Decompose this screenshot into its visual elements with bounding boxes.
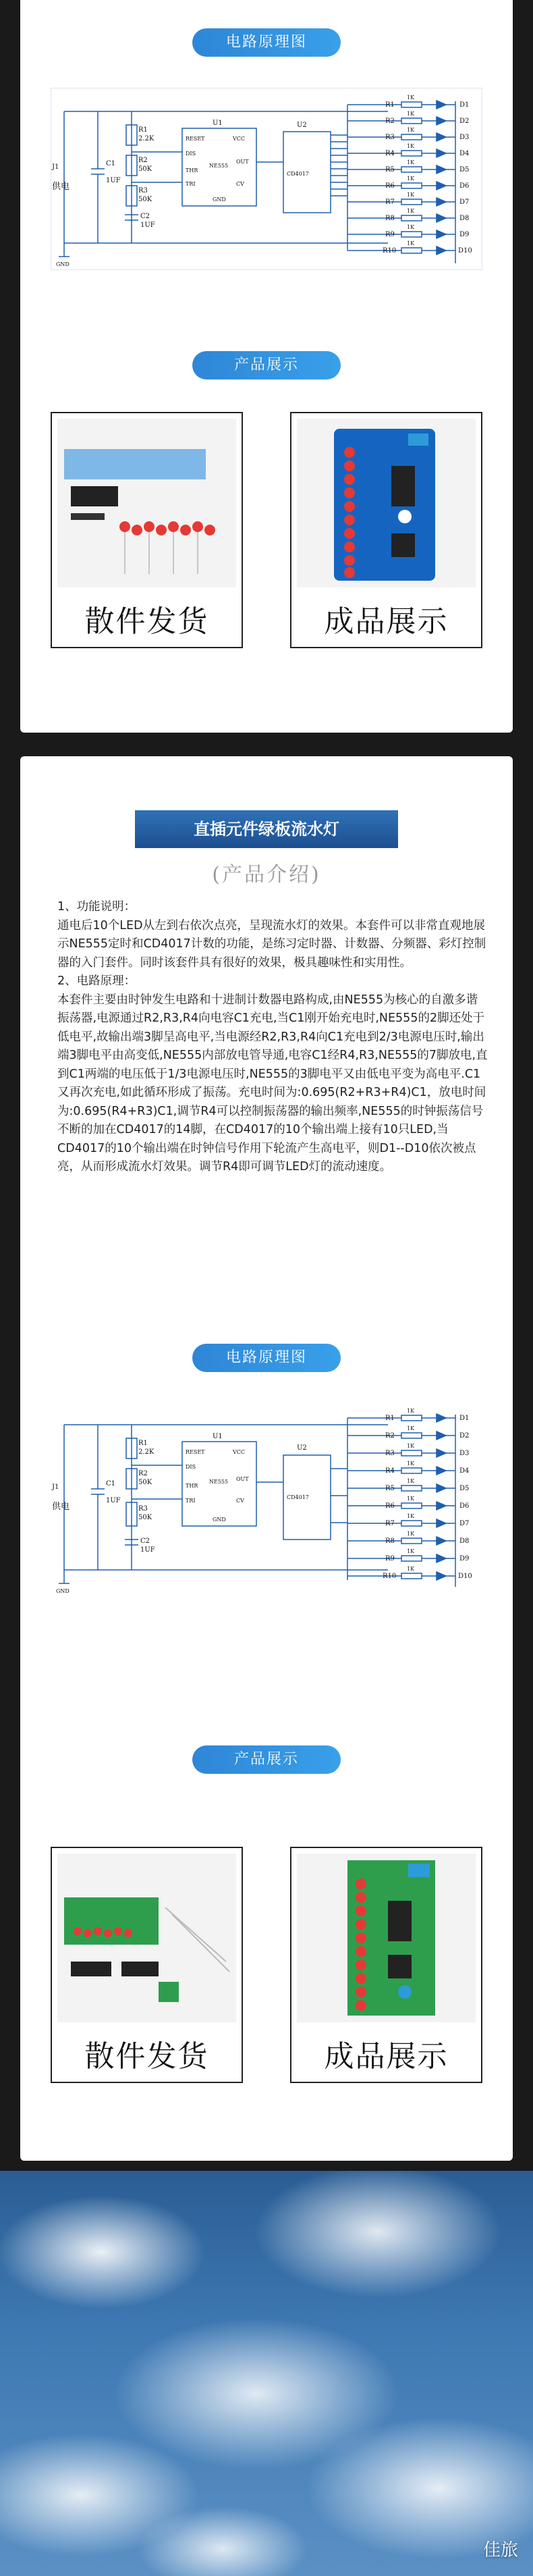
schem2-u1-pin: DIS bbox=[186, 1464, 196, 1470]
schem-led-label: D1 bbox=[459, 101, 470, 109]
schem2-res-value: 1K bbox=[407, 1408, 415, 1414]
schem-res-value: 1K bbox=[407, 224, 415, 230]
schem2-u1-pin: THR bbox=[186, 1483, 198, 1489]
schem-res-value: 1K bbox=[407, 240, 415, 246]
schem2-led-label: D1 bbox=[459, 1415, 470, 1422]
schem-led-label: D3 bbox=[459, 134, 470, 141]
schem2-gnd: GND bbox=[56, 1588, 69, 1594]
schem-res-value: 1K bbox=[407, 127, 415, 133]
schem2-supply-label: 供电 bbox=[52, 1502, 70, 1512]
schem-u1-pin: DIS bbox=[186, 151, 196, 157]
finished-label-2: 成品展示 bbox=[324, 2039, 449, 2074]
schem-c2-value: 1UF bbox=[140, 221, 155, 229]
schem2-r2: R2 bbox=[138, 1470, 148, 1477]
finished-label: 成品展示 bbox=[324, 604, 449, 639]
schem2-r1-value: 2.2K bbox=[138, 1448, 155, 1456]
schem-res-label: R6 bbox=[385, 182, 395, 190]
schem-u2-part: CD4017 bbox=[287, 171, 309, 177]
schem2-c2-value: 1UF bbox=[140, 1546, 155, 1554]
schem-supply-label: 供电 bbox=[52, 182, 70, 192]
schem2-res-value: 1K bbox=[407, 1566, 415, 1572]
finished-board-photo-2 bbox=[297, 1854, 476, 2022]
intro-paragraph: 本套件主要由时钟发生电路和十进制计数器电路构成,由NE555为核心的自激多谐振荡器,电源通过R2,R3,R4向电容C1充电,当C1刚开始充电时,NE555的2脚还处于低电平,故输出端3脚呈高电平,当电源经R2,R3,R4向C1充电到2/3电源电压时,输出端3脚电平由高变低,NE555内部放电管导通,电容C1经R4,R3,NE555的7脚放电,直到C1两端的电压低于1/3电源电压时,NE555的3脚电平又由低电平变为高电平.C1又再次充电,如此循环形成了振荡。充电时间为:0.695(R2+R3+R4)C1，放电时间为:0.695(R4+R3)C1,调节R4可以控制振荡器的输出频率,NE555的时钟振荡信号不断的加在CD4017的14脚，在CD4017的10个输出端上接有10只LED,当CD4017的10个输出端在时钟信号作用下轮流产生高电平，则D1--D10依次被点亮，从而形成流水灯效果。调节R4即可调节LED灯的流动速度。 bbox=[57, 993, 488, 1174]
schem-res-value: 1K bbox=[407, 176, 415, 182]
schem2-u1: U1 bbox=[213, 1433, 223, 1440]
schem-led-label: D7 bbox=[459, 199, 470, 206]
schem-res-value: 1K bbox=[407, 159, 415, 165]
schem-led-label: D8 bbox=[459, 215, 470, 222]
schematic-title-pill: 电路原理图 bbox=[192, 28, 341, 57]
watermark: 佳旅 bbox=[482, 2540, 518, 2560]
schem-res-label: R5 bbox=[385, 166, 395, 174]
schem-u1-pin: RESET bbox=[186, 136, 205, 142]
schem2-u2-part: CD4017 bbox=[287, 1494, 309, 1500]
product-card-finished-2 bbox=[290, 1847, 482, 2083]
product-card-loose-parts bbox=[51, 412, 243, 648]
schem2-r1: R1 bbox=[138, 1440, 148, 1447]
schem-c1-value: 1UF bbox=[106, 177, 121, 184]
schem-res-value: 1K bbox=[407, 111, 415, 117]
circuit-schematic bbox=[51, 88, 482, 270]
schem2-r3: R3 bbox=[138, 1505, 148, 1513]
schem2-led-label: D8 bbox=[459, 1537, 470, 1545]
schem2-res-label: R5 bbox=[385, 1485, 395, 1492]
schem-r2-value: 50K bbox=[138, 165, 152, 173]
intro-banner: 直插元件绿板流水灯 bbox=[135, 810, 398, 848]
schem2-led-label: D9 bbox=[459, 1555, 470, 1562]
schem-r1: R1 bbox=[138, 126, 148, 134]
circuit-schematic-2 bbox=[51, 1401, 482, 1597]
schem-res-label: R7 bbox=[385, 199, 395, 206]
schem-res-label: R3 bbox=[385, 134, 395, 141]
products-title-pill: 产品展示 bbox=[192, 351, 341, 379]
schem2-res-label: R10 bbox=[383, 1573, 397, 1580]
schematic-title-pill-2: 电路原理图 bbox=[192, 1344, 341, 1372]
schem-led-label: D6 bbox=[459, 182, 470, 190]
schem2-res-label: R2 bbox=[385, 1432, 395, 1440]
schem-res-value: 1K bbox=[407, 192, 415, 198]
loose-parts-photo-2 bbox=[57, 1854, 236, 2022]
schem2-u2: U2 bbox=[297, 1444, 307, 1452]
schem2-led-label: D2 bbox=[459, 1432, 470, 1440]
schem2-c1: C1 bbox=[106, 1480, 116, 1488]
schem-res-label: R9 bbox=[385, 231, 395, 238]
schem2-u1-pin: RESET bbox=[186, 1449, 205, 1455]
schem2-u1-part: NE555 bbox=[209, 1479, 229, 1485]
schem2-res-label: R9 bbox=[385, 1555, 395, 1562]
schem2-led-label: D6 bbox=[459, 1502, 470, 1510]
schem2-res-label: R6 bbox=[385, 1502, 395, 1510]
products-title-pill-2: 产品展示 bbox=[192, 1745, 341, 1774]
schem-res-value: 1K bbox=[407, 208, 415, 214]
schem2-res-value: 1K bbox=[407, 1443, 415, 1449]
schem-c1: C1 bbox=[106, 160, 116, 167]
schem2-r3-value: 50K bbox=[138, 1514, 152, 1521]
panel-intro bbox=[20, 756, 513, 2161]
schem2-res-value: 1K bbox=[407, 1513, 415, 1519]
schem2-c2: C2 bbox=[140, 1537, 150, 1545]
schem-u1-pin: TRI bbox=[186, 181, 196, 187]
schem-u2: U2 bbox=[297, 122, 307, 129]
schem2-res-value: 1K bbox=[407, 1531, 415, 1537]
schem2-r2-value: 50K bbox=[138, 1479, 152, 1486]
schem2-c1-value: 1UF bbox=[106, 1497, 121, 1504]
schem-r2: R2 bbox=[138, 157, 148, 164]
schem-u1-pin: CV bbox=[236, 181, 244, 187]
intro-text bbox=[57, 898, 489, 1177]
intro-paragraph: 2、电路原理： bbox=[57, 974, 136, 988]
product-card-finished bbox=[290, 412, 482, 648]
schem-u1-pin: GND bbox=[213, 196, 226, 203]
schem2-u1-pin: OUT bbox=[236, 1476, 249, 1482]
schem2-u1-pin: TRI bbox=[186, 1498, 196, 1504]
schem-u1-pin: THR bbox=[186, 167, 198, 174]
schem-r1-value: 2.2K bbox=[138, 135, 155, 142]
loose-parts-photo bbox=[57, 419, 236, 587]
schem2-res-value: 1K bbox=[407, 1548, 415, 1554]
schem2-res-value: 1K bbox=[407, 1425, 415, 1431]
schem2-res-label: R7 bbox=[385, 1520, 395, 1527]
schem-res-value: 1K bbox=[407, 143, 415, 149]
schem-u1-pin: OUT bbox=[236, 159, 249, 165]
schem-r3-value: 50K bbox=[138, 196, 152, 203]
schem-gnd: GND bbox=[56, 261, 69, 267]
schem2-u1-pin: CV bbox=[236, 1498, 244, 1504]
schem-c2: C2 bbox=[140, 213, 150, 220]
sky-clouds-photo bbox=[0, 2171, 533, 2576]
schem2-led-label: D5 bbox=[459, 1485, 470, 1492]
schem2-res-label: R4 bbox=[385, 1467, 395, 1475]
schem2-u1-pin: GND bbox=[213, 1517, 226, 1523]
schem2-u1-pin: VCC bbox=[233, 1449, 246, 1455]
product-card-loose-parts-2 bbox=[51, 1847, 243, 2083]
schem-r3: R3 bbox=[138, 187, 148, 194]
schem-led-label: D10 bbox=[458, 247, 472, 255]
schem2-led-label: D4 bbox=[459, 1467, 470, 1475]
schem-res-value: 1K bbox=[407, 95, 415, 101]
intro-paragraph: 1、功能说明： bbox=[57, 900, 136, 914]
loose-parts-label-2: 散件发货 bbox=[84, 2039, 209, 2074]
schem2-led-label: D3 bbox=[459, 1450, 470, 1457]
schem2-res-label: R8 bbox=[385, 1537, 395, 1545]
schem2-led-label: D10 bbox=[458, 1573, 472, 1580]
schem2-led-label: D7 bbox=[459, 1520, 470, 1527]
intro-subtitle: (产品介绍) bbox=[212, 863, 321, 887]
schem2-connector-label: J1 bbox=[52, 1483, 59, 1491]
schem2-res-value: 1K bbox=[407, 1461, 415, 1467]
finished-board-photo bbox=[297, 419, 476, 587]
schem-led-label: D2 bbox=[459, 117, 470, 125]
schem-led-label: D5 bbox=[459, 166, 470, 174]
panel-schematic-products-1 bbox=[20, 0, 513, 733]
schem-res-label: R2 bbox=[385, 117, 395, 125]
schem2-res-label: R1 bbox=[385, 1415, 395, 1422]
schem-led-label: D9 bbox=[459, 231, 470, 238]
schem-res-label: R1 bbox=[385, 101, 395, 109]
loose-parts-label: 散件发货 bbox=[84, 604, 209, 639]
schem-led-label: D4 bbox=[459, 150, 470, 157]
intro-paragraph: 通电后10个LED从左到右依次点亮，呈现流水灯的效果。本套件可以非常直观地展示NE555定时和CD4017计数的功能，是练习定时器、计数器、分频器、彩灯控制器的入门套件。同时该套件具有很好的效果，极具趣味性和实用性。 bbox=[57, 918, 486, 970]
schem-res-label: R8 bbox=[385, 215, 395, 222]
schem2-res-value: 1K bbox=[407, 1478, 415, 1484]
schem2-res-value: 1K bbox=[407, 1496, 415, 1502]
schem-u1-pin: VCC bbox=[233, 136, 246, 142]
schem-u1-part: NE555 bbox=[209, 163, 229, 169]
schem-u1: U1 bbox=[213, 120, 223, 127]
schem-connector-label: J1 bbox=[52, 163, 59, 171]
schem-res-label: R4 bbox=[385, 150, 395, 157]
schem2-res-label: R3 bbox=[385, 1450, 395, 1457]
schem-res-label: R10 bbox=[383, 247, 397, 255]
